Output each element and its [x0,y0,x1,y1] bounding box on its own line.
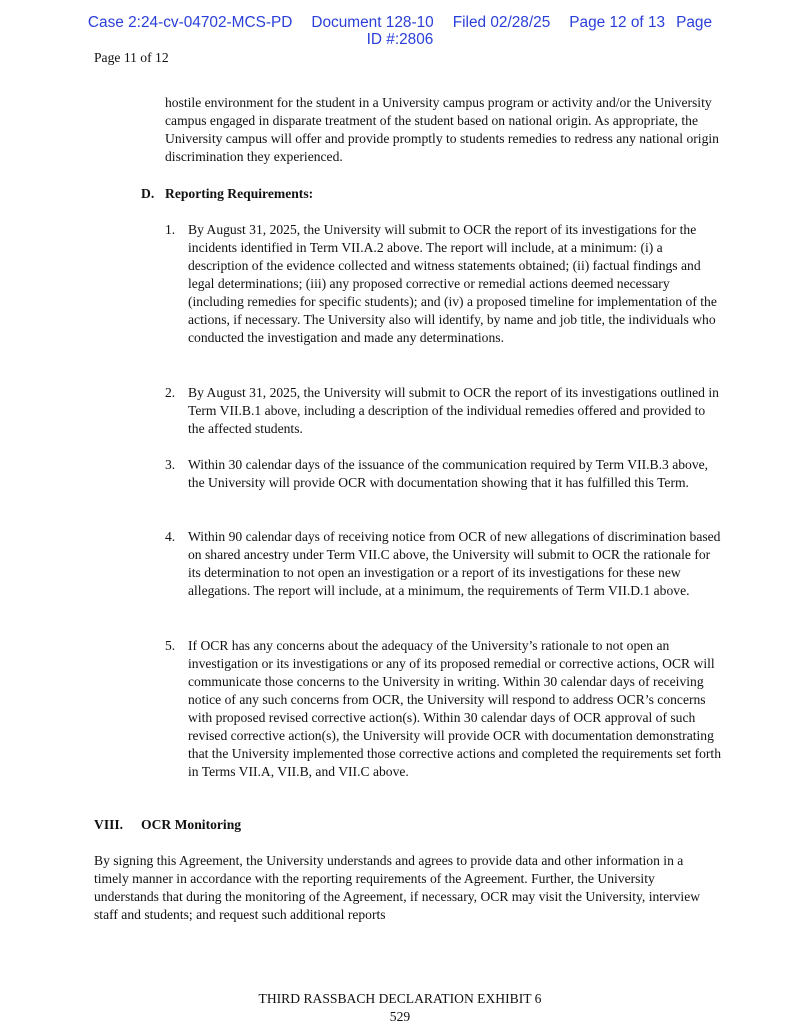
list-item [165,528,725,600]
section-d-number: D. [141,186,155,201]
list-item-number: 4. [165,529,176,544]
list-item-number: 3. [165,457,176,472]
section-viii-number: VIII. [94,817,124,832]
stamp-page-id-prefix: Page [676,14,713,31]
list-item-number: 1. [165,222,176,237]
list-item [165,221,725,347]
stamp-page-count: Page 12 of 13 [569,14,666,31]
list-item [165,637,725,781]
intro-paragraph: hostile environment for the student in a University campus program or activity and/or the University campus engaged in disparate treatment of the student based on national origin. As appropriate, the University campus will offer and provide promptly to students remedies to redress any national origin discrimination they experienced. [165,95,719,164]
page-number: 529 [389,1009,411,1024]
list-item [165,456,725,492]
section-viii-paragraph: By signing this Agreement, the University understands and agrees to provide data and other information in a timely manner in accordance with the reporting requirements of the Agreement. Further, the University understands that during the monitoring of the Agreement, if necessary, OCR may visit the University, interview staff and students; and request such additional reports [94,853,701,922]
page-footer [0,990,800,1026]
document-number: Document 128-10 [311,14,434,31]
list-item-text: By August 31, 2025, the University will submit to OCR the report of its investigations for the incidents identified in Term VII.A.2 above. The report will include, at a minimum: (i) a description of the evidence collected and witness statements obtained; (ii) factual findings and legal determinations; (iii) any proposed corrective or remedial actions deemed necessary (including remedies for specific students); and (iv) a proposed timeline for implementation of the actions, if necessary. The University also will identify, by name and job title, the individuals who conducted the investigation and made any determinations. [188,222,717,345]
exhibit-label: THIRD RASSBACH DECLARATION EXHIBIT 6 [258,991,542,1006]
list-item-text: If OCR has any concerns about the adequacy of the University’s rationale to not open an investigation or its investigations or any of its proposed remedial or corrective actions, OCR will communicate those concerns to the University in writing. Within 30 calendar days of receiving notice of any such concerns from OCR, the University will respond to address OCR’s concerns with proposed revised corrective action(s). Within 30 calendar days of OCR approval of such revised corrective action(s), the University will provide OCR with documentation demonstrating that the University implemented those corrective actions and completed the requirements set forth in Terms VII.A, VII.B, and VII.C above. [188,638,722,779]
case-number: Case 2:24-cv-04702-MCS-PD [87,14,293,31]
page-label: Page 11 of 12 [94,50,169,65]
list-item-number: 2. [165,385,176,400]
section-viii-heading [94,816,241,834]
page-id: ID #:2806 [366,31,434,48]
section-d-heading [141,185,313,203]
list-item-text: By August 31, 2025, the University will submit to OCR the report of its investigations outlined in Term VII.B.1 above, including a description of the individual remedies offered and provided to the affected students. [188,385,719,436]
court-filing-header [0,14,800,48]
section-d-title: Reporting Requirements: [165,186,314,201]
filed-date: Filed 02/28/25 [452,14,551,31]
list-item-text: Within 90 calendar days of receiving notice from OCR of new allegations of discrimination based on shared ancestry under Term VII.C above, the University will submit to OCR the rationale for its determination to not open an investigation or a report of its investigations for these new allegations. The report will include, at a minimum, the requirements of Term VII.D.1 above. [188,529,721,598]
list-item [165,384,725,438]
list-item-text: Within 30 calendar days of the issuance of the communication required by Term VII.B.3 above, the University will provide OCR with documentation showing that it has fulfilled this Term. [188,457,709,490]
list-item-number: 5. [165,638,176,653]
section-viii-title: OCR Monitoring [141,817,242,832]
